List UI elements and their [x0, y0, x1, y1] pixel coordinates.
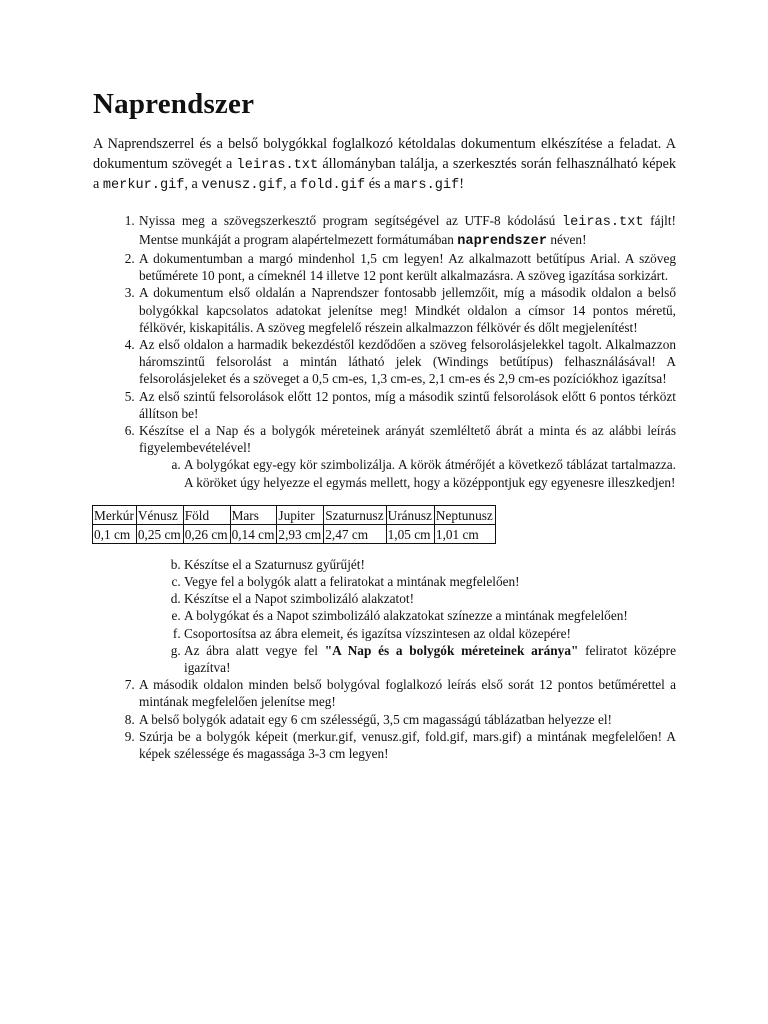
task-item-8: 8. A belső bolygók adatait egy 6 cm szélességű, 3,5 cm magasságú táblázatban helyezze el!	[138, 711, 676, 728]
intro-separator: és a	[365, 176, 394, 192]
intro-end: !	[459, 176, 464, 192]
task-item-2: 2. A dokumentumban a margó mindenhol 1,5 cm legyen! Az alkalmazott betűtípus Arial. A szöveg betűmérete 10 pont, a címeknél 14 illetve 12 pont került alkalmazásra. A szöveg igazítása sorkizárt.	[138, 250, 676, 284]
filename-leiras: leiras.txt	[236, 157, 319, 173]
subtask-item-f: f. Csoportosítsa az ábra elemeit, és igazítsa vízszintesen az oldal közepére!	[184, 625, 676, 642]
table-cell: 0,26 cm	[183, 524, 230, 543]
filename-mars: mars.gif	[393, 178, 460, 193]
table-header-cell: Uránusz	[386, 505, 434, 524]
task-text: Nyissa meg a szövegszerkesztő program segítségével az UTF-8 kódolású	[139, 212, 562, 228]
table-header-row	[93, 505, 496, 524]
table-cell: 1,01 cm	[434, 524, 495, 543]
figure-caption-text: "A Nap és a bolygók méreteinek aránya"	[324, 642, 579, 658]
subtask-item-e: e. A bolygókat és a Napot szimbolizáló alakzatokat színezze a mintának megfelelően!	[184, 607, 676, 624]
task-item-6	[94, 422, 676, 676]
table-header-cell: Jupiter	[277, 505, 324, 524]
intro-text: állományban találja, a szerkesztés során felhasználható képek a	[93, 155, 676, 192]
intro-separator: , a	[184, 176, 202, 192]
filename-merkur: merkur.gif	[102, 178, 185, 193]
intro-text: A Naprendszerrel és a belső bolygókkal foglalkozó kétoldalas dokumentum elkészítése a feladat. A dokumentum szövegét a	[93, 136, 676, 172]
table-header-cell: Vénusz	[136, 505, 183, 524]
table-cell: 2,47 cm	[324, 524, 386, 543]
table-cell: 0,14 cm	[230, 524, 277, 543]
planet-size-table	[92, 505, 496, 544]
table-header-cell: Neptunusz	[434, 505, 495, 524]
table-header-cell: Mars	[230, 505, 277, 524]
task-item-7: 7. A második oldalon minden belső bolygóval foglalkozó leírás első sorát 12 pontos betűmérettel a mintának megfelelően jelenítse meg!	[138, 676, 676, 710]
subtask-text: A bolygókat egy-egy kör szimbolizálja. A körök átmérőjét a következő táblázat tartalmazza. A köröket úgy helyezze el egymás mellett, hogy a középpontjuk egy egyenesre illeszkedjen!	[184, 457, 676, 490]
task-item-1	[138, 212, 676, 250]
filename-leiras: leiras.txt	[561, 214, 644, 230]
task-item-4: 4. Az első oldalon a harmadik bekezdéstől kezdődően a szöveg felsorolásjelekkel tagolt. Alkalmazzon háromszintű felsorolást a mintán látható jelek (Windings betűtípus) felhasználásával! A felsorolásjeleket és a szöveget a 0,5 cm-es, 1,3 cm-es, 2,1 cm-es és 2,9 cm-es pozíciókhoz igazítsa!	[138, 336, 676, 388]
table-header-cell: Föld	[183, 505, 230, 524]
table-header-cell: Merkúr	[93, 505, 137, 524]
subtask-item-b: b. Készítse el a Szaturnusz gyűrűjét!	[184, 556, 676, 573]
task-item-9: 9. Szúrja be a bolygók képeit (merkur.gif, venusz.gif, fold.gif, mars.gif) a mintának megfelelően! A képek szélessége és magassága 3-3 cm legyen!	[138, 728, 676, 762]
table-cell: 2,93 cm	[277, 524, 324, 543]
table-cell: 0,25 cm	[136, 524, 183, 543]
filename-fold: fold.gif	[299, 178, 366, 193]
subtask-item-a	[94, 456, 676, 543]
task-text: néven!	[547, 231, 587, 247]
subtask-text: feliratot középre igazítva!	[184, 642, 676, 675]
subtask-item-c: c. Vegye fel a bolygók alatt a feliratokat a mintának megfelelően!	[184, 573, 676, 590]
task-item-3: 3. A dokumentum első oldalán a Naprendszer fontosabb jellemzőit, míg a második oldalon a belső bolygókkal kapcsolatos adatokat jelenítse meg! Mindkét oldalon a címsor 14 pontos méretű, félkövér, kiskapitális. A szöveg megfelelő részein alkalmazzon félkövér és dőlt megjelenítést!	[138, 284, 676, 336]
planet-table-wrapper	[92, 505, 676, 544]
intro-separator: , a	[282, 176, 300, 192]
task-text: fájlt! Mentse munkáját a program alapértelmezett formátumában	[139, 212, 676, 247]
page-title: Naprendszer	[93, 88, 255, 120]
table-header-cell: Szaturnusz	[324, 505, 386, 524]
table-cell: 0,1 cm	[93, 524, 137, 543]
subtask-item-g	[184, 642, 676, 676]
task-item-5: 5. Az első szintű felsorolások előtt 12 pontos, míg a második szintű felsorolások előtt 6 pontos térközt állítson be!	[138, 388, 676, 422]
subtask-list	[94, 456, 676, 676]
task-text: Készítse el a Nap és a bolygók méreteinek arányát szemléltető ábrát a minta és az alábbi leírás figyelembevételével!	[139, 422, 676, 456]
intro-paragraph	[93, 135, 676, 196]
document-page	[93, 84, 676, 762]
subtask-item-d: d. Készítse el a Napot szimbolizáló alakzatot!	[184, 590, 676, 607]
table-row	[93, 524, 496, 543]
table-cell: 1,05 cm	[386, 524, 434, 543]
filename-naprendszer: naprendszer	[457, 233, 547, 249]
filename-venusz: venusz.gif	[201, 178, 283, 193]
task-list	[93, 212, 676, 763]
subtask-text: Az ábra alatt vegye fel	[184, 642, 325, 658]
